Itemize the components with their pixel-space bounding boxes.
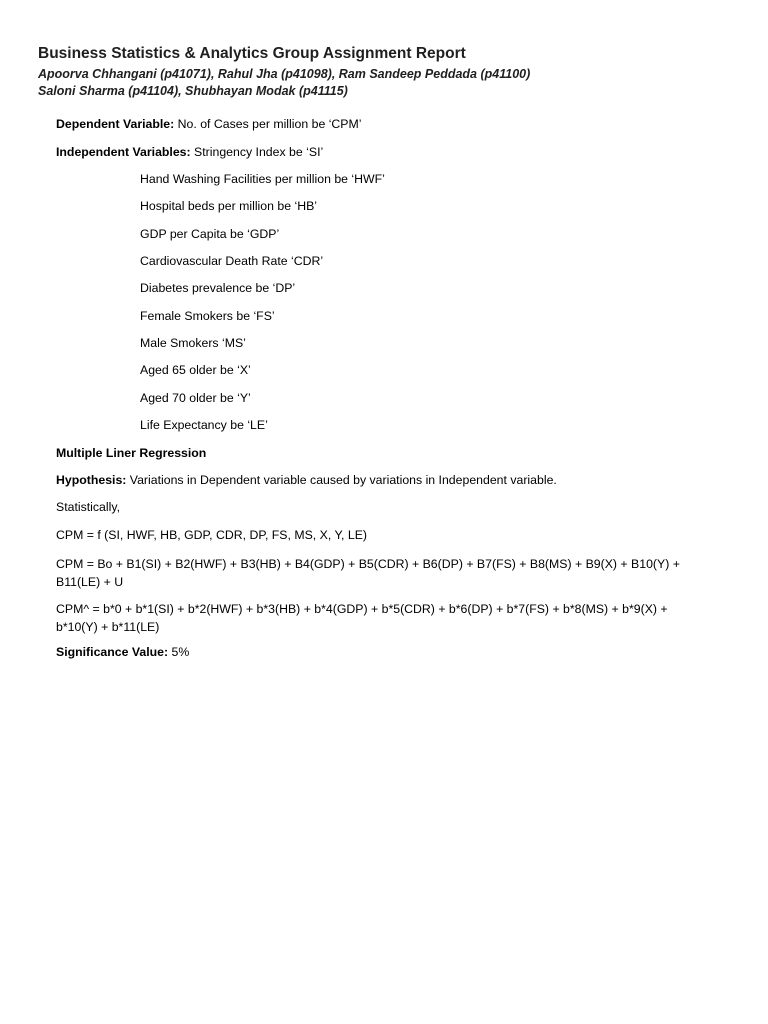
independent-item: Life Expectancy be ‘LE’	[140, 418, 268, 432]
independent-item: Hand Washing Facilities per million be ‘HWF’	[140, 172, 385, 186]
significance-label: Significance Value:	[56, 645, 169, 659]
dependent-variable-label: Dependent Variable:	[56, 117, 175, 131]
authors-line-1: Apoorva Chhangani (p41071), Rahul Jha (p41098), Ram Sandeep Peddada (p41100)	[38, 67, 531, 81]
dependent-variable-text: No. of Cases per million be ‘CPM’	[174, 117, 362, 131]
section-heading	[56, 446, 206, 460]
independent-item: Female Smokers be ‘FS’	[140, 309, 275, 323]
equation-1: CPM = f (SI, HWF, HB, GDP, CDR, DP, FS, MS, X, Y, LE)	[56, 528, 368, 542]
significance-line	[56, 645, 189, 659]
independent-variables-line	[56, 145, 323, 159]
equation-3: CPM^ = b*0 + b*1(SI) + b*2(HWF) + b*3(HB) + b*4(GDP) + b*5(CDR) + b*6(DP) + b*7(FS) + b*8(MS) + b*9(X) + b*10(Y) + b*11(LE)	[56, 602, 668, 634]
dependent-variable-line	[56, 117, 362, 131]
equation-2: CPM = Bo + B1(SI) + B2(HWF) + B3(HB) + B4(GDP) + B5(CDR) + B6(DP) + B7(FS) + B8(MS) + B9(X) + B10(Y) + B11(LE) + U	[56, 557, 680, 589]
hypothesis-label: Hypothesis:	[56, 473, 127, 487]
independent-item: Cardiovascular Death Rate ‘CDR’	[140, 254, 324, 268]
independent-variables-text: Stringency Index be ‘SI’	[190, 145, 324, 159]
independent-item: GDP per Capita be ‘GDP’	[140, 227, 280, 241]
section-heading-text: Multiple Liner Regression	[56, 446, 207, 460]
independent-item: Aged 70 older be ‘Y’	[140, 391, 251, 405]
hypothesis-line	[56, 473, 557, 487]
hypothesis-text: Variations in Dependent variable caused by variations in Independent variable.	[126, 473, 557, 487]
independent-item: Diabetes prevalence be ‘DP’	[140, 281, 296, 295]
independent-item: Aged 65 older be ‘X’	[140, 363, 251, 377]
authors-line-2: Saloni Sharma (p41104), Shubhayan Modak (p41115)	[38, 84, 348, 98]
independent-item: Hospital beds per million be ‘HB’	[140, 199, 318, 213]
statistically-line: Statistically,	[56, 500, 121, 514]
report-title: Business Statistics & Analytics Group Assignment Report	[38, 45, 466, 62]
independent-variables-label: Independent Variables:	[56, 145, 191, 159]
significance-text: 5%	[168, 645, 190, 659]
independent-item: Male Smokers ‘MS’	[140, 336, 246, 350]
